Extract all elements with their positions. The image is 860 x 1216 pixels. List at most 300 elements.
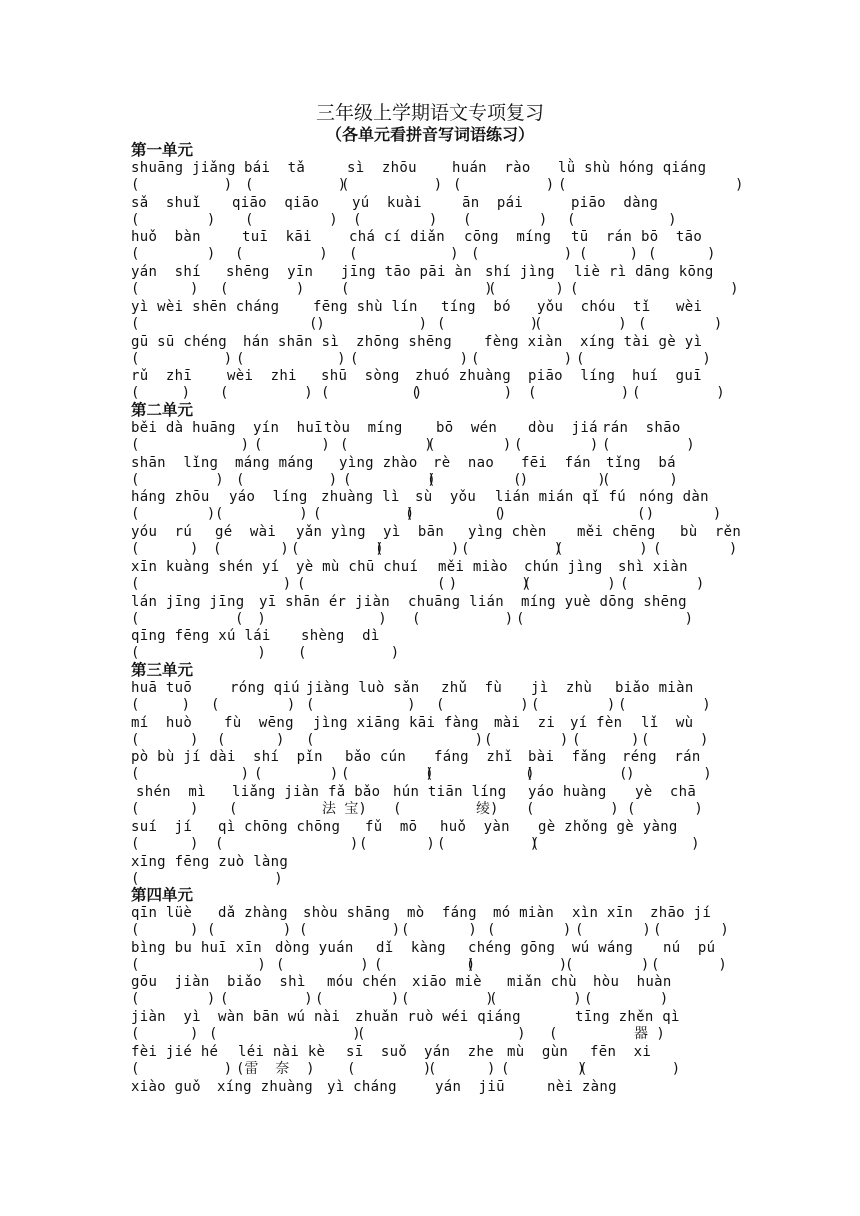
answer-blank[interactable]: ( ) [298, 645, 400, 662]
answer-blank[interactable]: ( ) [513, 471, 606, 488]
pinyin-word: fèi jié hé [131, 1043, 219, 1060]
pinyin-word: nóng dàn [639, 489, 709, 506]
answer-blank[interactable]: ( ) [245, 211, 338, 228]
answer-blank[interactable]: ( ) [131, 541, 199, 558]
pinyin-word: huí guī [632, 368, 702, 385]
answer-blank[interactable]: ( ) [565, 956, 650, 973]
pinyin-word: mí huò [131, 714, 193, 731]
answer-blank[interactable]: ( ) [131, 610, 266, 627]
answer-blank[interactable]: ( ) [484, 731, 569, 748]
pinyin-word: rán shāo [602, 420, 681, 436]
pinyin-word: mó miàn [493, 905, 555, 921]
pinyin-word: nèi zàng [547, 1078, 617, 1095]
answer-blank[interactable]: ( ) [427, 471, 529, 488]
pinyin-word: bìng bu huī xīn [131, 939, 262, 956]
answer-blank[interactable]: ( ) [131, 835, 199, 852]
answer-blank[interactable]: ( ) [131, 1026, 199, 1043]
pinyin-word: cōng míng [464, 229, 552, 246]
answer-blank[interactable]: ( ) [375, 541, 460, 558]
answer-blank[interactable]: ( ) [211, 697, 296, 713]
pinyin-row [131, 819, 731, 836]
answer-blank[interactable]: ( ) [436, 697, 529, 713]
answer-row [131, 645, 731, 662]
pinyin-word: lǐ wù [641, 714, 694, 731]
pinyin-word: liè rì dāng kōng [574, 264, 714, 281]
pinyin-word: huán rào [452, 160, 531, 176]
answer-blank[interactable]: ( ) [463, 211, 548, 228]
answer-blank[interactable]: ( ) [217, 731, 285, 748]
answer-blank[interactable]: ( ) [437, 835, 539, 852]
answer-blank[interactable]: ( ) [131, 437, 250, 453]
pinyin-word: huǒ yàn [440, 818, 510, 835]
answer-blank[interactable]: ( ) [341, 281, 493, 298]
pinyin-row [131, 854, 731, 871]
answer-blank[interactable]: ( ) [453, 177, 555, 193]
answer-blank[interactable]: ( ) [528, 385, 630, 402]
answer-blank[interactable]: ( ) [220, 991, 313, 1008]
pinyin-word: yín huī [253, 420, 323, 436]
pinyin-word: jiàng luò sǎn [306, 680, 420, 696]
pinyin-word: suí jí [131, 818, 193, 835]
answer-blank[interactable]: ( ) [602, 437, 695, 453]
pinyin-word: qiāo qiāo [232, 194, 320, 211]
pinyin-word: shí pǐn [253, 749, 323, 766]
pinyin-word: yǒu chóu [537, 298, 616, 315]
pinyin-word: zhōng shēng [356, 333, 453, 350]
answer-blank[interactable]: ( ) [313, 506, 415, 523]
answer-blank[interactable]: ( ) [131, 575, 292, 592]
pinyin-row [131, 628, 731, 645]
answer-blank[interactable]: ( ) [489, 991, 582, 1008]
answer-row [131, 351, 731, 368]
answer-blank[interactable]: ( ) [207, 922, 292, 938]
answer-blank[interactable]: ( ) [579, 1060, 681, 1077]
answer-blank[interactable]: ( ) [572, 731, 640, 748]
answer-blank[interactable]: 绫) [476, 801, 499, 818]
pinyin-word: xíng tài gè yì [580, 333, 703, 350]
pinyin-word: liǎng jiàn fǎ bǎo [232, 784, 381, 801]
answer-blank[interactable]: ( ) [374, 956, 476, 973]
pinyin-word: bǎo cún [345, 749, 407, 766]
pinyin-word: shèng dì [301, 628, 380, 645]
answer-blank[interactable]: ( ) [523, 575, 616, 592]
answer-blank[interactable]: ( ) [131, 645, 266, 662]
pinyin-word: sǎ shuǐ [131, 194, 201, 211]
pinyin-word: xiào guǒ [131, 1078, 201, 1095]
answer-blank[interactable]: ( ) [632, 385, 725, 402]
answer-row [131, 991, 731, 1008]
pinyin-word: fù wēng [224, 714, 294, 731]
pinyin-row [131, 559, 731, 576]
answer-blank[interactable]: (雷 奈 ) [236, 1060, 315, 1077]
answer-blank[interactable]: ( ) [321, 385, 423, 402]
pinyin-row [131, 368, 731, 385]
pinyin-row [131, 160, 731, 177]
answer-blank[interactable]: ( ) [245, 177, 347, 193]
pinyin-row [131, 1044, 731, 1061]
pinyin-word: qīn lüè [131, 905, 193, 921]
pinyin-word: miǎn chù [507, 974, 577, 991]
answer-blank[interactable]: ( ) [558, 177, 744, 193]
pinyin-word: qì chōng chōng [218, 818, 341, 835]
pinyin-word: gū sū chéng [131, 333, 228, 350]
answer-blank[interactable]: ( ) [471, 246, 573, 263]
pinyin-word: bō wén [436, 420, 498, 436]
pinyin-word: dǎ zhàng [218, 905, 288, 921]
pinyin-word: háng zhōu [131, 489, 210, 506]
answer-blank[interactable]: ( ) [299, 922, 401, 938]
pinyin-row [131, 299, 731, 316]
unit-heading: 第二单元 [131, 401, 194, 419]
pinyin-word: biǎo miàn [615, 680, 694, 696]
pinyin-word: měi chēng [577, 524, 656, 541]
pinyin-word: wèi zhi [227, 368, 297, 385]
answer-blank[interactable]: ( ) [651, 956, 727, 973]
pinyin-row [131, 420, 731, 437]
answer-blank[interactable]: ( ) [494, 506, 655, 523]
answer-blank[interactable]: ( ) [602, 471, 678, 488]
answer-blank[interactable]: ( ) [209, 1026, 361, 1043]
answer-blank[interactable]: ( ) [315, 991, 400, 1008]
pinyin-word: yì wèi shēn cháng [131, 298, 280, 315]
pinyin-word: tòu míng [324, 420, 403, 436]
answer-blank[interactable]: ( ) [276, 956, 369, 973]
pinyin-word: qīng fēng xú lái [131, 628, 271, 645]
pinyin-word: měi miào [438, 558, 508, 575]
pinyin-word: biǎo shì [227, 974, 306, 991]
pinyin-word: shū sòng [321, 368, 400, 385]
answer-blank[interactable]: ( ) [236, 350, 346, 367]
answer-blank[interactable]: ( ) [131, 1060, 233, 1077]
pinyin-row [131, 905, 731, 922]
answer-row [131, 177, 744, 194]
pinyin-word: zhuó zhuàng [415, 368, 512, 385]
pinyin-word: yī shān ér jiàn [259, 593, 390, 610]
unit-heading: 第四单元 [131, 886, 194, 904]
answer-blank[interactable]: ( ) [461, 541, 563, 558]
pinyin-word: shuāng jiǎng [131, 160, 236, 176]
pinyin-word: wèi [676, 298, 703, 315]
answer-blank[interactable]: ( ) [131, 506, 216, 523]
answer-blank[interactable]: ( ) [291, 541, 384, 558]
answer-row [131, 766, 731, 783]
answer-blank[interactable]: ( ) [131, 471, 224, 488]
pinyin-word: léi nài kè [238, 1043, 326, 1060]
answer-blank[interactable]: ( ) [526, 801, 619, 818]
pinyin-word: shì xiàn [618, 558, 688, 575]
pinyin-word: yì bān [383, 524, 445, 541]
pinyin-word: wàn bān wú nài [218, 1009, 341, 1026]
answer-blank[interactable]: ( ) [425, 766, 535, 783]
pinyin-word: sì zhōu [347, 160, 417, 176]
pinyin-word: yǎn yìng [296, 524, 366, 541]
answer-blank[interactable]: ( ) [525, 766, 635, 783]
pinyin-word: dòu jiá [528, 420, 598, 436]
pinyin-row [131, 715, 731, 732]
answer-row [131, 506, 731, 523]
answer-row [131, 212, 731, 229]
answer-blank[interactable]: ( ) [638, 315, 723, 332]
answer-row [131, 836, 731, 853]
answer-blank[interactable]: ( ) [131, 315, 325, 332]
pinyin-word: fǔ mō [365, 818, 418, 835]
pinyin-word: dǐ kàng [376, 939, 446, 956]
pinyin-word: tīng zhěn qì [575, 1009, 680, 1026]
pinyin-row [131, 229, 731, 246]
answer-blank[interactable]: ( ) [401, 991, 494, 1008]
pinyin-word: sù yǒu [415, 489, 477, 506]
pinyin-word: hún tiān líng [393, 784, 507, 801]
answer-blank[interactable]: ( ) [215, 835, 359, 852]
answer-row [131, 697, 731, 714]
answer-blank[interactable]: ( ) [215, 506, 308, 523]
pinyin-row [131, 680, 731, 697]
pinyin-word: yáo huàng [528, 784, 607, 801]
answer-row [131, 922, 731, 939]
answer-blank[interactable]: ( ) [641, 731, 709, 748]
pinyin-word: nú pú [663, 939, 716, 956]
answer-blank[interactable]: ( ) [401, 922, 477, 938]
answer-blank[interactable]: ( ) [579, 246, 639, 263]
answer-blank[interactable]: ( ) [620, 575, 705, 592]
answer-blank[interactable]: ( ) [220, 281, 305, 298]
answer-blank[interactable]: ( ) [555, 541, 648, 558]
answer-blank[interactable]: ( ) [235, 610, 387, 627]
answer-blank[interactable]: ( ) [427, 437, 512, 453]
answer-blank[interactable]: ( ) [471, 350, 573, 367]
pinyin-word: shòu shāng [303, 905, 391, 921]
answer-row [131, 732, 731, 749]
pinyin-word: bù rěn [680, 524, 742, 541]
pinyin-word: chuāng lián [408, 593, 505, 610]
pinyin-word: yìng zhào [339, 454, 418, 471]
pinyin-word: bō tāo [641, 229, 703, 246]
answer-blank[interactable]: ( ) [575, 922, 651, 938]
answer-blank[interactable]: ( ) [584, 991, 669, 1008]
pinyin-word: tǐ [633, 298, 651, 315]
pinyin-word: fēn xi [590, 1043, 652, 1060]
answer-blank[interactable]: ( ) [236, 471, 338, 488]
pinyin-row [131, 334, 731, 351]
pinyin-word: lán jīng jīng [131, 593, 245, 610]
pinyin-word: yóu rú [131, 524, 193, 541]
pinyin-word: jìng xiāng kāi fàng [313, 714, 479, 731]
answer-blank[interactable]: ( ) [341, 177, 443, 193]
answer-blank[interactable]: ( ) [466, 956, 568, 973]
pinyin-word: huā tuō [131, 680, 193, 696]
answer-blank[interactable]: ( ) [653, 541, 738, 558]
answer-blank[interactable]: ( ) [411, 385, 513, 402]
pinyin-word: fáng zhǐ [434, 749, 513, 766]
pinyin-word: míng yuè dōng shēng [521, 593, 687, 610]
answer-blank[interactable]: ( ) [567, 211, 677, 228]
answer-blank[interactable]: ( ) [131, 350, 233, 367]
pinyin-word: tǐng bá [606, 454, 676, 471]
answer-blank[interactable]: ( ) [341, 766, 434, 783]
pinyin-word: xíng zhuàng [217, 1078, 314, 1095]
answer-blank[interactable]: ( ) [131, 731, 199, 748]
answer-blank[interactable]: ( ) [487, 922, 572, 938]
pinyin-word: shí jìng [485, 264, 555, 281]
answer-blank[interactable]: ( ) [347, 1060, 432, 1077]
answer-blank[interactable]: ( ) [349, 246, 459, 263]
pinyin-word: zhǔ fù [441, 680, 503, 696]
answer-blank[interactable]: ( ) [131, 870, 283, 887]
pinyin-row [131, 784, 731, 801]
answer-blank[interactable]: ( ) [534, 315, 627, 332]
answer-blank[interactable]: ( ) [131, 766, 250, 783]
pinyin-word: zhuǎn ruò wéi qiáng [355, 1009, 521, 1026]
answer-blank[interactable]: ( ) [235, 246, 328, 263]
unit-heading: 第一单元 [131, 141, 194, 159]
answer-blank[interactable]: ( ) [437, 315, 539, 332]
pinyin-row [131, 195, 731, 212]
answer-blank[interactable]: ( ) [254, 437, 330, 453]
answer-blank[interactable]: ( ) [501, 1060, 586, 1077]
pinyin-word: yú kuài [352, 194, 422, 211]
pinyin-word: běi dà huāng [131, 420, 236, 436]
answer-blank[interactable]: ( ) [619, 766, 712, 783]
answer-blank[interactable]: 器 ) [634, 1026, 665, 1043]
pinyin-row [131, 749, 731, 766]
answer-blank[interactable]: ( ) [131, 991, 216, 1008]
pinyin-word: chéng gōng [468, 939, 556, 956]
pinyin-word: jiàn yì [131, 1009, 201, 1026]
pinyin-word: ān pái [462, 194, 524, 211]
answer-row [131, 246, 731, 263]
pinyin-word: xiāo miè [412, 974, 482, 991]
answer-blank[interactable]: ( ) [637, 506, 722, 523]
answer-blank[interactable]: ( ) [405, 506, 507, 523]
answer-blank[interactable]: ( ) [131, 801, 199, 818]
pinyin-word: lián mián qǐ fú [495, 489, 626, 506]
pinyin-word: tū rán [571, 229, 633, 246]
pinyin-word: yì cháng [327, 1078, 397, 1095]
answer-blank[interactable]: ( ) [306, 731, 484, 748]
pinyin-word: máng máng [235, 454, 314, 471]
answer-row [131, 1026, 731, 1043]
pinyin-word: mù gùn [507, 1043, 569, 1060]
answer-blank[interactable]: ( ) [359, 835, 435, 852]
pinyin-word: fēi fán [521, 454, 591, 471]
pinyin-word: jīng tāo pāi àn [341, 264, 472, 281]
pinyin-word: hòu huàn [593, 974, 672, 991]
pinyin-word: yán jiū [435, 1078, 505, 1095]
pinyin-row [131, 974, 731, 991]
answer-blank[interactable]: ( ) [428, 1060, 496, 1077]
pinyin-word: huǒ bàn [131, 229, 201, 246]
answer-blank[interactable]: ( ) [131, 922, 199, 938]
answer-blank[interactable]: ( ) [653, 922, 729, 938]
answer-blank[interactable]: ( ) [627, 801, 703, 818]
answer-row [131, 1061, 731, 1078]
pinyin-word: móu chén [327, 974, 397, 991]
pinyin-row [131, 940, 731, 957]
pinyin-word: jì zhù [531, 680, 593, 696]
pinyin-word: yí fèn [570, 714, 623, 731]
pinyin-word: yán shí [131, 264, 201, 281]
answer-blank[interactable]: ( ) [131, 385, 191, 402]
pinyin-row [131, 264, 731, 281]
pinyin-word: yán zhe [424, 1043, 494, 1060]
answer-blank[interactable]: ( ) [131, 697, 191, 713]
answer-blank[interactable]: ( ) [514, 437, 599, 453]
answer-blank[interactable]: ( ) [570, 281, 739, 298]
pinyin-word: xīng fēng zuò làng [131, 853, 289, 870]
pinyin-word: pò bù jí dài [131, 749, 236, 766]
pinyin-word: yè mù chū chuí [296, 558, 419, 575]
answer-blank[interactable]: ( ) [220, 385, 313, 402]
answer-blank[interactable]: ( ) [531, 697, 616, 713]
answer-blank[interactable]: ( ) [131, 211, 216, 228]
pinyin-word: dòng yuán [275, 939, 354, 956]
answer-blank[interactable]: ( ) [576, 350, 711, 367]
answer-blank[interactable]: ( [229, 801, 238, 818]
answer-blank[interactable]: ( ) [254, 766, 339, 783]
answer-blank[interactable]: ( ) [131, 281, 199, 298]
pinyin-word: mài zi [494, 714, 556, 731]
pinyin-word: fèng xiàn [484, 333, 563, 350]
pinyin-word: bài fǎng [528, 749, 607, 766]
answer-blank[interactable]: ( ) [131, 956, 266, 973]
answer-blank[interactable]: ( ) [353, 211, 438, 228]
answer-row [131, 472, 731, 489]
answer-blank[interactable]: ( ) [531, 835, 700, 852]
answer-blank[interactable]: ( ) [131, 177, 233, 193]
pinyin-word: chá cí diǎn [349, 229, 446, 246]
pinyin-word: piāo líng [528, 368, 616, 385]
pinyin-row [131, 455, 731, 472]
pinyin-word: bái tǎ [244, 160, 306, 176]
answer-blank[interactable]: ( ) [516, 610, 694, 627]
answer-blank[interactable]: ( ) [340, 437, 433, 453]
answer-blank[interactable]: ( ) [306, 697, 416, 713]
answer-blank[interactable]: 法 宝) [322, 801, 367, 818]
answer-blank[interactable]: ( ) [357, 1026, 526, 1043]
answer-blank[interactable]: ( ) [488, 281, 564, 298]
pinyin-word: tuī kāi [242, 229, 312, 246]
pinyin-row [131, 594, 731, 611]
answer-blank[interactable]: ( [393, 801, 402, 818]
pinyin-row [131, 489, 731, 506]
pinyin-word: hán shān sì [243, 333, 340, 350]
pinyin-word: wú wáng [572, 939, 634, 956]
page-title: 三年级上学期语文专项复习 [315, 102, 544, 124]
unit-heading: 第三单元 [131, 661, 194, 679]
pinyin-word: rǔ zhī [131, 368, 193, 385]
answer-blank[interactable]: ( ) [309, 315, 428, 332]
answer-blank[interactable]: ( ) [297, 575, 458, 592]
answer-blank[interactable]: ( ) [131, 246, 216, 263]
answer-blank[interactable]: ( ) [412, 610, 514, 627]
pinyin-word: rè nao [433, 454, 495, 471]
answer-blank[interactable]: ( ) [343, 471, 436, 488]
pinyin-row [131, 1079, 731, 1096]
answer-blank[interactable]: ( ) [350, 350, 469, 367]
answer-blank[interactable]: ( [549, 1026, 558, 1043]
answer-row [131, 957, 731, 974]
pinyin-word: róng qiú [230, 680, 300, 696]
page-subtitle: （各单元看拼音写词语练习） [325, 125, 534, 144]
answer-blank[interactable]: ( ) [437, 575, 530, 592]
pinyin-row [131, 524, 742, 541]
answer-blank[interactable]: ( ) [618, 697, 711, 713]
pinyin-word: yáo líng [229, 489, 308, 506]
pinyin-word: gé wài [215, 524, 277, 541]
answer-blank[interactable]: ( ) [648, 246, 716, 263]
pinyin-word: piāo dàng [571, 194, 659, 211]
answer-blank[interactable]: ( ) [213, 541, 289, 558]
